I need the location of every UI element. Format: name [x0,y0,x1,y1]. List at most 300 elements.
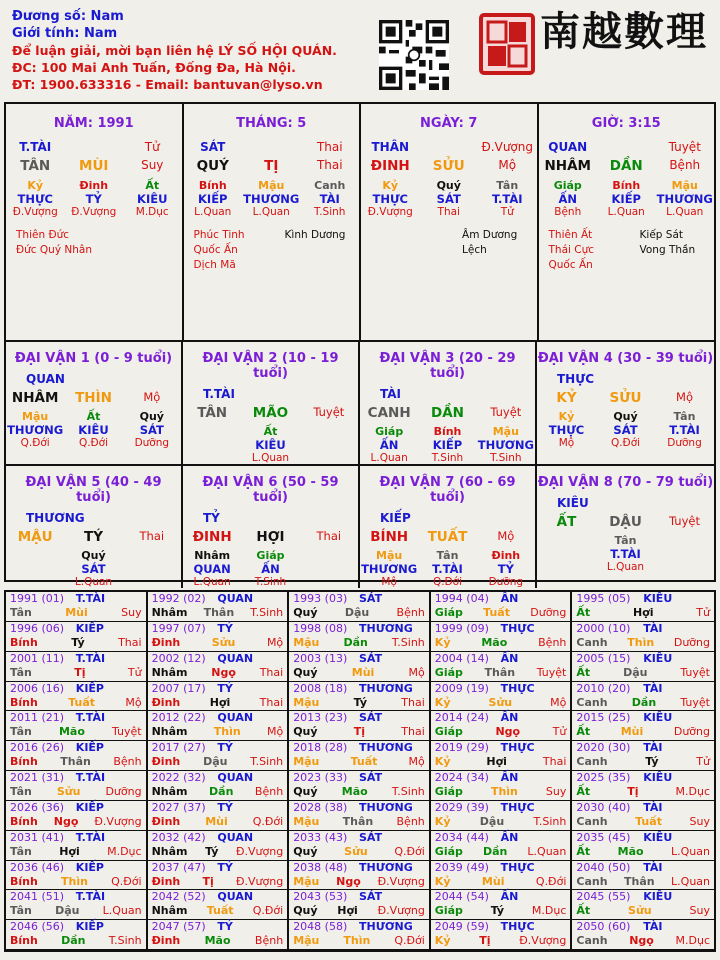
year-god: THỰC [500,741,535,755]
year-cell [6,622,148,652]
hidden-god: THỰC [17,192,54,206]
year-god: ẤN [500,890,519,904]
hidden-stage: L.Quan [194,206,232,218]
heavenly-god: THÂN [371,140,410,154]
hidden-stems-row [184,179,360,192]
heavenly-stem: QUÝ [196,158,229,174]
year-stem: Quý [293,725,318,739]
year-row-top [572,741,714,755]
year-branch: Dậu [344,606,370,619]
year-god: SÁT [358,592,383,605]
hidden-stem: Ất [145,179,160,192]
life-stage: Tử [144,140,160,154]
year-god: QUAN [217,651,254,665]
year-stem: Tân [10,725,32,739]
dai-van-stem: BÍNH [370,529,409,545]
dai-van-hidden-stages [537,561,714,573]
dai-van-title: ĐẠI VẬN 7 (60 - 69 tuổi) [379,475,516,505]
year-branch: Tuất [206,904,234,918]
year-label: 2017 (27) [151,741,206,755]
year-stage: Dưỡng [673,635,710,649]
year-row-bottom [148,725,288,739]
year-branch: Mão [617,844,644,858]
year-stem: Canh [576,814,608,828]
year-row-bottom [6,904,146,918]
stem-stage: Bệnh [669,158,701,172]
dai-van-god: THƯƠNG [26,511,85,525]
year-stem: Giáp [434,725,463,739]
year-stem: Tân [10,606,32,619]
dai-van-cell [6,466,183,588]
year-god: TỶ [217,920,233,934]
year-stage: Suy [689,814,710,828]
stars-right [285,228,359,273]
year-row-top [289,652,429,666]
star-bad: Kình Dương [284,229,346,241]
dai-van-hidden-god: T.TÀI [610,547,641,561]
year-label: 2037 (47) [151,860,206,874]
year-cell [6,771,148,801]
year-row-bottom [289,785,429,799]
year-branch: Hợi [59,844,80,858]
year-branch: Tị [479,934,491,948]
dai-van-hidden-gods [183,562,358,576]
pillar-title: THÁNG: 5 [236,116,307,131]
dai-van-hidden-stage [300,452,358,464]
dai-van-stage: Mộ [143,390,161,404]
dai-van-branch: TUẤT [427,529,468,545]
year-stem: Bính [10,934,38,948]
year-row-bottom [6,725,146,739]
life-stage: Tuyệt [668,140,701,154]
year-cell [6,741,148,771]
year-stage: L.Quan [527,844,567,858]
year-label: 2047 (57) [151,920,206,934]
year-row-top [431,652,571,666]
dai-van-title: ĐẠI VẬN 6 (50 - 59 tuổi) [202,475,339,505]
dai-van-branch: THÌN [75,390,112,406]
dai-van-hidden-stem [6,549,64,562]
year-cell [431,741,573,771]
year-stage: Q.Đới [252,904,284,918]
year-stage: Thai [542,755,567,769]
year-label: 1997 (07) [151,621,206,635]
year-god: T.TÀI [75,771,106,784]
star-bad: Kiếp Sát [639,229,683,241]
year-stage: Đ.Vượng [94,814,142,828]
dai-van-hidden-stage [655,561,713,573]
year-stem: Nhâm [151,725,188,739]
year-row-bottom [572,904,714,918]
year-god: TÀI [643,741,663,755]
year-row-top [572,682,714,696]
dai-van-branch: SỬU [609,390,642,406]
year-branch: Hợi [337,904,358,918]
year-stage: Đ.Vượng [377,874,425,888]
year-row-bottom [289,904,429,918]
year-branch: Tuất [68,695,95,709]
year-stage: Bệnh [538,635,567,649]
year-stem: Bính [10,874,38,888]
year-cell [289,741,431,771]
hidden-stages-row [6,206,182,218]
dai-van-hidden-god: T.TÀI [669,423,700,437]
year-branch: Tị [353,725,366,739]
year-stage: Bệnh [396,814,425,828]
year-row-bottom [572,696,714,710]
hidden-stem: Bính [198,179,227,192]
year-stage: Đ.Vượng [235,874,284,888]
logo-text: 南越數理 [540,8,708,55]
stars-block [361,228,537,258]
year-stem: Mậu [293,814,320,828]
earthly-branch: TỊ [264,158,279,174]
dai-van-hidden-stage [537,561,595,573]
year-stem: Tân [10,904,32,918]
year-branch: Thân [60,755,91,769]
hidden-stem: Giáp [553,179,582,192]
dai-van-hidden-god [300,562,358,576]
year-stage: Đ.Vượng [377,904,425,918]
year-god: TÀI [643,681,663,695]
year-label: 2029 (39) [434,800,489,814]
pillar-title: GIỜ: 3:15 [591,116,661,131]
dai-van-hidden-gods [183,438,358,452]
year-stage: Dưỡng [530,606,567,619]
year-row-bottom [148,606,288,620]
year-cell [6,682,148,712]
dai-van-stage: Tuyệt [313,405,345,419]
year-cell [572,711,714,741]
year-stem: Tân [10,844,32,858]
year-branch: Dậu [623,665,648,679]
year-branch: Tị [74,665,86,679]
year-stem: Kỷ [434,934,451,948]
hidden-gods-row [539,192,715,206]
year-god: KIÊU [643,592,673,605]
year-row-top [148,682,288,696]
year-branch: Tị [627,785,639,798]
pillar-cell [361,104,539,340]
dai-van-hidden-stages [6,437,181,449]
hidden-stage: Đ.Vượng [12,206,58,218]
dai-van-hidden-gods [6,423,181,437]
address-line: ĐC: 100 Mai Anh Tuấn, Đống Đa, Hà Nội. [12,60,296,75]
hidden-god: ẤN [558,192,578,206]
year-cell [572,771,714,801]
stars-right [462,228,536,258]
heavenly-god: T.TÀI [19,140,52,154]
dai-van-cell [537,342,714,466]
star-good: Quốc Ấn [193,244,238,256]
dai-van-god: QUAN [26,372,65,386]
year-cell [572,801,714,831]
year-label: 2009 (19) [434,681,489,695]
year-cell [289,711,431,741]
year-cell [148,592,290,622]
dai-van-hidden-stages [6,576,181,588]
year-god: THƯƠNG [358,681,413,695]
dai-van-hidden-stems [6,410,181,423]
year-cell [148,801,290,831]
pillar-cell [6,104,184,340]
year-row-top [289,682,429,696]
year-stage: Tử [552,725,567,739]
year-cell [431,831,573,861]
year-stem: Ất [576,725,591,739]
year-label: 2016 (26) [10,741,65,755]
god-row [6,140,182,154]
year-god: KIẾP [75,741,104,755]
year-branch: Sửu [344,844,368,858]
dai-van-hidden-stage: Q.Đới [610,437,641,449]
year-stem: Mậu [293,695,320,709]
dai-van-hidden-god: THỰC [548,423,585,437]
year-god: THƯƠNG [358,741,413,755]
can-chi-row [6,158,182,174]
dai-van-hidden-stage: L.Quan [193,576,231,588]
star-bad: Vong Thần [639,244,696,256]
year-stem: Giáp [434,606,463,619]
dai-van-stem: CANH [367,405,411,421]
year-god: THỰC [500,621,535,635]
can-chi-row [539,158,715,174]
year-god: KIÊU [643,771,673,784]
dai-van-hidden-god: THƯƠNG [361,562,418,576]
year-branch: Mùi [205,814,228,828]
dai-van-stage: Thai [139,529,165,543]
year-god: T.TÀI [75,711,106,725]
dai-van-cell [6,342,183,466]
year-label: 2046 (56) [10,920,65,934]
hidden-stem: Kỷ [27,179,44,192]
year-label: 2038 (48) [293,860,348,874]
year-god: SÁT [358,771,383,784]
dai-van-hidden-stem: Bính [433,425,462,438]
dai-van-hidden-god: KIẾP [432,438,463,452]
dai-van-hidden-stage [6,576,64,588]
year-row-top [431,771,571,785]
year-row-bottom [289,875,429,889]
year-row-bottom [289,606,429,620]
year-row-top [431,622,571,636]
heavenly-god: QUAN [548,140,588,154]
year-cell [572,592,714,622]
year-stage: Tuyệt [680,695,710,709]
god-row [361,140,537,154]
year-row-top [148,622,288,636]
dai-van-hidden-god [183,438,241,452]
year-row-top [431,682,571,696]
year-row-bottom [289,666,429,680]
year-stage: Tử [127,665,142,679]
year-god: TỶ [217,860,233,874]
year-stage: T.Sinh [533,814,567,828]
year-god: THƯƠNG [358,621,413,635]
dai-van-hidden-stem [300,549,358,562]
year-stage: Mộ [408,665,425,679]
year-god: KIÊU [643,890,673,904]
year-stem: Kỷ [434,635,451,649]
year-branch: Tuất [350,755,378,769]
year-god: QUAN [217,771,254,784]
dai-van-hidden-gods [360,562,535,576]
year-branch: Hợi [209,695,231,709]
year-row-top [289,592,429,606]
year-row-bottom [431,875,571,889]
year-row-top [6,771,146,785]
year-label: 2007 (17) [151,681,206,695]
year-stem: Kỷ [434,755,451,769]
dai-van-god: KIẾP [380,511,411,525]
dai-van-hidden-stems [360,425,535,438]
year-stem: Đinh [151,755,181,769]
dai-van-stem: ẤT [556,514,577,530]
dai-van-branch: DẬU [609,514,642,530]
year-branch: Thân [342,814,374,828]
brand-logo [540,6,710,58]
year-row-bottom [431,666,571,680]
year-stage: Bệnh [396,606,425,619]
dai-van-can-chi [537,390,714,406]
hidden-god: TỶ [85,192,102,206]
year-god: ẤN [500,651,519,665]
year-branch: Hợi [632,606,654,619]
year-row-top [572,861,714,875]
year-god: TÀI [643,800,663,814]
year-stage: T.Sinh [250,755,284,769]
year-god: ẤN [500,830,519,844]
year-label: 1999 (09) [434,621,489,635]
year-label: 1998 (08) [293,621,348,635]
dai-van-hidden-stem: Tân [436,549,459,562]
dai-van-hidden-stems [537,534,714,547]
year-stem: Tân [10,785,32,798]
year-branch: Tuất [635,814,662,828]
stars-block [539,228,715,273]
year-row-top [6,801,146,815]
year-cell [572,682,714,712]
year-stem: Ất [576,904,591,918]
year-row-bottom [289,934,429,948]
dai-van-hidden-stems [537,410,714,423]
year-stem: Quý [293,606,318,619]
year-stem: Bính [10,755,38,769]
hidden-god: THỰC [372,192,409,206]
dai-van-hidden-stage: L.Quan [251,452,290,464]
year-branch: Tị [202,874,214,888]
year-row-bottom [572,606,714,620]
dai-van-hidden-god: SÁT [139,423,164,437]
year-stem: Nhâm [151,665,188,679]
year-row-bottom [572,785,714,799]
dai-van-stage: Tuyệt [490,405,522,419]
year-branch: Thìn [61,874,88,888]
year-cell [431,592,573,622]
hidden-stage: L.Quan [666,206,704,218]
year-row-bottom [431,725,571,739]
hidden-god: KIÊU [137,192,168,206]
year-stage: Tuyệt [536,665,567,679]
year-god: T.TÀI [75,651,106,665]
hidden-stem: Mậu [671,179,698,192]
dai-van-can-chi [183,405,358,421]
year-god: QUAN [217,592,254,605]
year-god: KIÊU [643,651,673,665]
dai-van-can-chi [360,529,535,545]
dai-van-hidden-god [6,562,64,576]
year-stem: Ất [576,844,591,858]
hidden-gods-row [6,192,182,206]
year-stem: Nhâm [151,606,188,619]
hidden-god: THƯƠNG [243,192,300,206]
dai-van-hidden-god: QUAN [193,562,231,576]
dai-van-hidden-god [537,547,595,561]
year-label: 2021 (31) [10,771,65,784]
year-god: KIẾP [75,920,104,934]
year-stage: L.Quan [102,904,142,918]
dai-van-grid [4,342,716,588]
year-row-bottom [148,785,288,799]
year-label: 2000 (10) [576,621,631,635]
dai-van-hidden-stem: Tân [673,410,696,423]
year-row-top [289,831,429,845]
year-god: TỶ [217,800,233,814]
contact-line: Để luận giải, mời bạn liên hệ LÝ SỐ HỘI QUÁN. [12,43,337,58]
dai-van-title: ĐẠI VẬN 1 (0 - 9 tuổi) [14,351,173,366]
year-row-bottom [431,815,571,829]
dai-van-hidden-god: THƯƠNG [7,423,64,437]
dai-van-branch: DẦN [431,405,464,421]
dai-van-can-chi [360,405,535,421]
year-stem: Tân [10,665,32,679]
year-stage: Thai [259,695,284,709]
hidden-stage: Bệnh [554,206,582,218]
year-stage: Thai [401,695,425,709]
year-label: 2035 (45) [576,830,631,844]
year-row-top [431,920,571,934]
stars-right [107,228,181,258]
year-cell [431,652,573,682]
year-god: KIẾP [75,860,104,874]
header-info [12,8,337,93]
year-row-top [148,861,288,875]
year-god: KIÊU [643,711,673,725]
year-branch: Ngọ [629,934,654,948]
year-stem: Mậu [293,755,320,769]
year-god: TÀI [643,920,663,934]
dai-van-god: TỶ [203,511,220,525]
year-branch: Thân [624,874,655,888]
year-branch: Mão [204,934,231,948]
year-stage: Suy [121,606,142,619]
year-cell [572,741,714,771]
dai-van-hidden-stage: L.Quan [606,561,645,573]
dai-van-branch: HỢI [256,529,285,545]
stars-left [549,228,640,273]
year-row-bottom [289,636,429,650]
year-label: 2040 (50) [576,860,631,874]
dai-van-hidden-god: ẤN [261,562,280,576]
year-god: QUAN [217,830,254,844]
year-stage: Đ.Vượng [519,934,567,948]
dai-van-title: ĐẠI VẬN 3 (20 - 29 tuổi) [379,351,516,381]
dai-van-hidden-god: T.TÀI [432,562,463,576]
dai-van-stage: Mộ [676,390,693,404]
year-row-top [431,831,571,845]
year-god: SÁT [358,651,383,665]
dai-van-hidden-god [300,438,358,452]
